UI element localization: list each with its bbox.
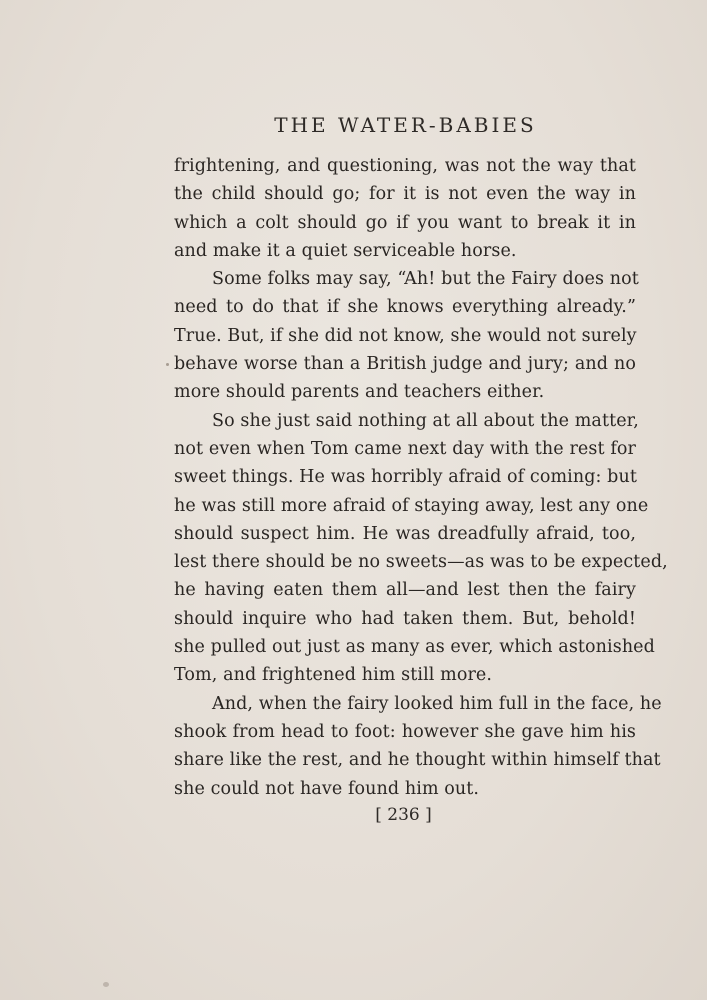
text-line: behave worse than a British judge and jury; and no xyxy=(174,354,636,375)
text-line: should suspect him. He was dreadfully afraid, too, xyxy=(174,523,636,544)
text-line: So she just said nothing at all about the matter, xyxy=(212,410,639,431)
text-line: he was still more afraid of staying away, lest any one xyxy=(174,495,649,516)
text-line: shook from head to foot: however she gave him his xyxy=(174,721,636,742)
text-line: more should parents and teachers either. xyxy=(174,382,545,403)
text-line: she could not have found him out. xyxy=(174,778,480,799)
text-line: frightening, and questioning, was not the way that xyxy=(174,156,636,176)
text-line: Some folks may say, “Ah! but the Fairy does not xyxy=(212,269,639,290)
paper-speck xyxy=(166,363,169,366)
text-line: the child should go; for it is not even the way in xyxy=(174,184,636,205)
paper-speck xyxy=(103,982,109,987)
text-line: need to do that if she knows everything already.” xyxy=(174,297,636,318)
running-head: THE WATER-BABIES xyxy=(274,113,537,137)
text-line: Tom, and frightened him still more. xyxy=(174,665,493,686)
text-line: not even when Tom came next day with the rest for xyxy=(174,438,636,459)
text-line: And, when the fairy looked him full in the face, he xyxy=(212,693,662,714)
text-line: lest there should be no sweets—as was to be expected, xyxy=(174,552,668,573)
text-line: should inquire who had taken them. But, behold! xyxy=(174,608,636,629)
text-line: he having eaten them all—and lest then the fairy xyxy=(174,580,636,601)
text-line: which a colt should go if you want to break it in xyxy=(174,212,636,233)
text-line: share like the rest, and he thought within himself that xyxy=(174,750,661,771)
text-line: and make it a quiet serviceable horse. xyxy=(174,240,517,261)
text-line: True. But, if she did not know, she would not surely xyxy=(174,325,637,346)
text-line: sweet things. He was horribly afraid of coming: but xyxy=(174,467,637,488)
text-line: she pulled out just as many as ever, which astonished xyxy=(174,637,655,658)
page-number: [ 236 ] xyxy=(375,805,432,825)
body-text xyxy=(174,152,668,803)
